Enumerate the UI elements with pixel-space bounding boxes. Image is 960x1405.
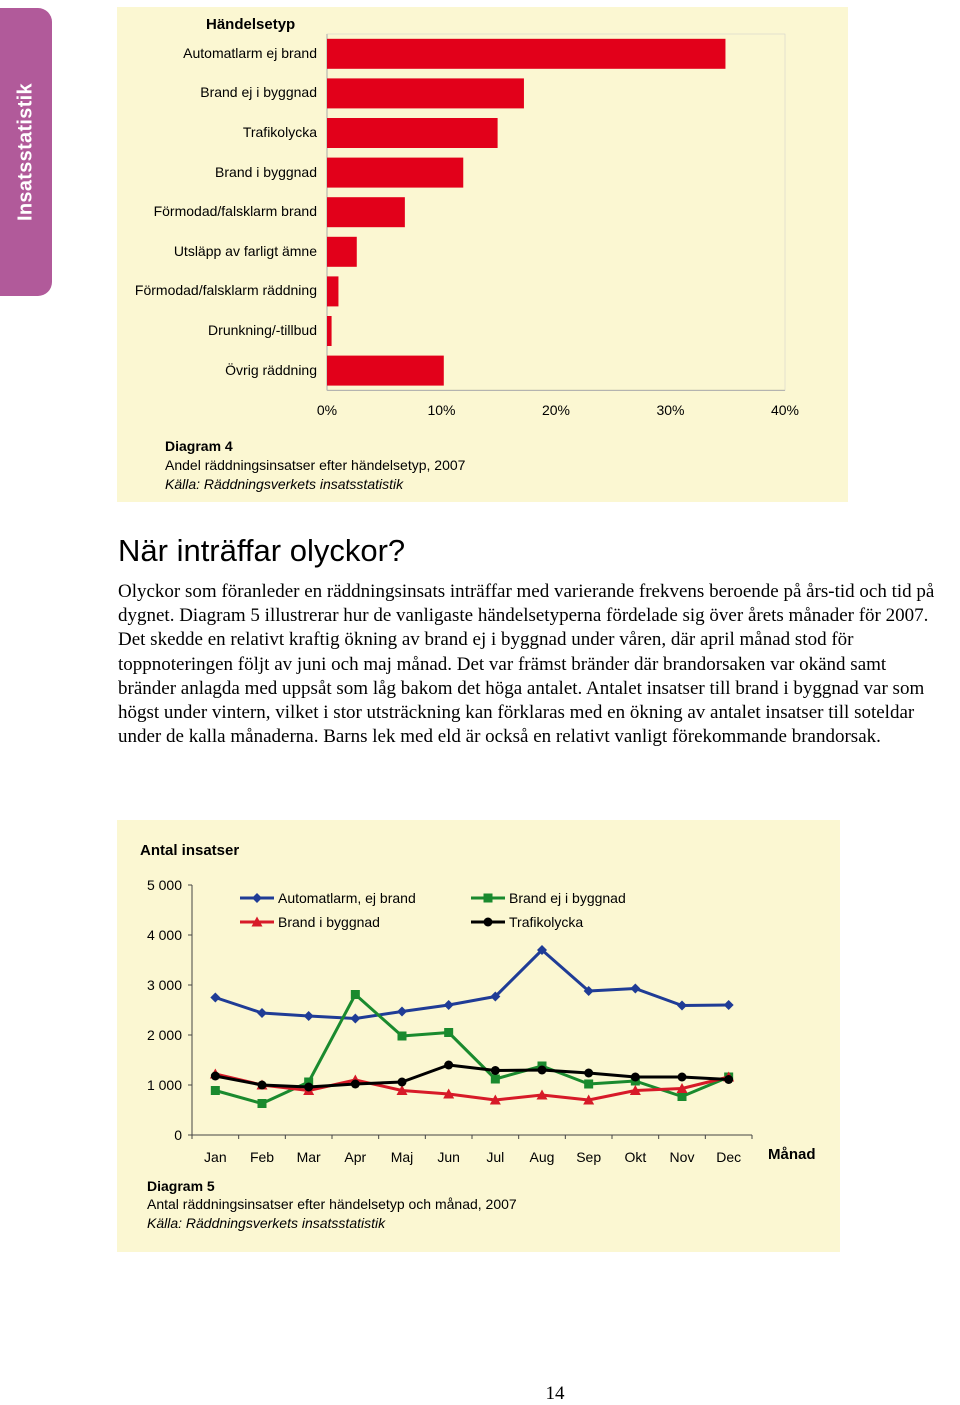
series-1-point [350, 1014, 360, 1024]
series-2-point [444, 1028, 453, 1037]
diagram4-category-label: Trafikolycka [242, 124, 317, 140]
series-2-point [258, 1099, 267, 1108]
legend-label-3: Brand i byggnad [278, 914, 380, 930]
diagram5-y-tick-label: 2 000 [146, 1027, 182, 1043]
series-2-point [398, 1032, 407, 1041]
diagram4-category-label: Förmodad/falsklarm räddning [134, 282, 317, 299]
series-4-point [678, 1073, 687, 1082]
legend-marker-4 [484, 918, 493, 927]
series-1-point [210, 993, 220, 1003]
series-2-point [678, 1092, 687, 1101]
diagram5-y-tick-label: 1 000 [146, 1077, 182, 1093]
bar-2 [327, 78, 524, 108]
series-1-point [677, 1001, 687, 1011]
diagram4-caption-title: Diagram 4 [165, 438, 233, 454]
series-1-point [444, 1000, 454, 1010]
diagram5-y-tick-label: 3 000 [146, 977, 182, 993]
series-4-point [304, 1083, 313, 1092]
diagram4-header: Händelsetyp [206, 16, 296, 33]
diagram5-x-tick-label: Jun [437, 1149, 460, 1165]
series-4-point [631, 1073, 640, 1082]
series-2-point [351, 990, 360, 999]
series-1-point [630, 984, 640, 994]
diagram5-caption-text: Antal räddningsinsatser efter händelsetyp och månad, 2007 [147, 1196, 517, 1212]
section-heading: När inträffar olyckor? [118, 533, 406, 568]
diagram5-x-tick-label: Dec [716, 1149, 742, 1165]
section-paragraph: Olyckor som föranleder en räddningsinsats inträffar med varierande frekvens beroende på års-tid och tid på dygnet. Diagram 5 illustrerar hur de vanligaste händelsetyperna fördelade sig över årets månader för 2007. Det skedde en relativt kraftig ökning av brand ej i byggnad under våren, där april månad stod för toppnoteringen följt av juni och maj månad. Det var främst bränder där brandorsaken var okänd samt bränder anlagda med uppsåt som låg bakom det höga antalet. Antalet insatser till brand i byggnad var som högst under vintern, vilket i stor utsträckning kan förklaras med en ökning av antalet insatser till soteldar under de kalla månaderna. Barns lek med eld är också en relativt vanligt förekommande brandorsak. [118, 581, 935, 748]
series-4-point [258, 1081, 267, 1090]
diagram4-x-tick-label: 0% [316, 402, 338, 418]
diagram5-x-tick-label: Feb [249, 1149, 275, 1165]
series-2-point [211, 1086, 220, 1095]
diagram5-y-tick-label: 0 [174, 1127, 182, 1143]
diagram4-category-label: Brand ej i byggnad [200, 84, 317, 101]
series-2-point [491, 1075, 500, 1084]
series-4-point [491, 1066, 500, 1075]
series-4-point [584, 1069, 593, 1078]
diagram5-x-tick-label: Okt [624, 1149, 647, 1165]
diagram4-x-tick-label: 40% [770, 402, 800, 418]
series-1-point [397, 1007, 407, 1017]
series-line-1 [215, 950, 728, 1019]
legend-marker-2 [484, 894, 493, 903]
series-1-point [724, 1000, 734, 1010]
legend-label-2: Brand ej i byggnad [509, 890, 626, 906]
diagram5-x-tick-label: Sep [576, 1149, 602, 1165]
diagram4-category-label: Utsläpp av farligt ämne [173, 242, 317, 259]
diagram5-caption-source: Källa: Räddningsverkets insatsstatistik [147, 1215, 386, 1231]
diagram5-x-tick-label: Mar [296, 1149, 321, 1165]
series-line-4 [215, 1065, 728, 1087]
diagram5-caption-title: Diagram 5 [147, 1178, 215, 1194]
series-2-point [584, 1080, 593, 1089]
bar-8 [327, 316, 332, 346]
diagram4-x-tick-label: 30% [656, 402, 685, 418]
diagram5-x-tick-label: Nov [669, 1149, 695, 1165]
series-4-point [724, 1075, 733, 1084]
diagram5-chart [0, 860, 960, 1180]
bar-4 [327, 158, 463, 188]
legend-label-4: Trafikolycka [509, 914, 584, 930]
diagram4-category-label: Automatlarm ej brand [183, 44, 317, 61]
diagram5-y-tick-label: 5 000 [146, 877, 182, 893]
series-4-point [444, 1061, 453, 1070]
diagram4-x-tick-label: 10% [427, 402, 456, 418]
diagram5-x-tick-label: Jan [204, 1149, 227, 1165]
diagram5-x-tick-label: Apr [344, 1149, 367, 1165]
bar-6 [327, 237, 357, 267]
bar-3 [327, 118, 498, 148]
diagram5-y-axis-label: Antal insatser [140, 842, 240, 859]
series-1-point [304, 1011, 314, 1021]
page-number: 14 [545, 1383, 565, 1404]
bar-9 [327, 356, 444, 386]
bar-7 [327, 276, 338, 306]
series-4-point [351, 1080, 360, 1089]
series-4-point [538, 1066, 547, 1075]
diagram5-x-tick-label: Jul [486, 1149, 505, 1165]
diagram4-chart [0, 0, 960, 430]
diagram4-caption-source: Källa: Räddningsverkets insatsstatistik [165, 476, 404, 492]
diagram4-category-label: Övrig räddning [225, 361, 317, 378]
bar-5 [327, 197, 405, 227]
legend-marker-1 [252, 893, 262, 903]
diagram5-x-axis-label: Månad [768, 1146, 816, 1163]
bar-1 [327, 39, 725, 69]
diagram4-x-tick-label: 20% [541, 402, 571, 418]
diagram4-caption-text: Andel räddningsinsatser efter händelsetyp, 2007 [165, 457, 466, 473]
side-tab-label: Insatsstatistik [14, 83, 37, 221]
diagram4-category-label: Drunkning/-tillbud [208, 322, 317, 338]
legend-label-1: Automatlarm, ej brand [278, 890, 416, 906]
series-1-point [257, 1008, 267, 1018]
series-4-point [211, 1072, 220, 1081]
series-4-point [398, 1078, 407, 1087]
diagram5-x-tick-label: Maj [390, 1149, 414, 1165]
diagram4-category-label: Förmodad/falsklarm brand [153, 203, 317, 220]
diagram4-category-label: Brand i byggnad [215, 163, 317, 180]
diagram5-y-tick-label: 4 000 [146, 927, 182, 943]
diagram5-x-tick-label: Aug [529, 1149, 555, 1165]
